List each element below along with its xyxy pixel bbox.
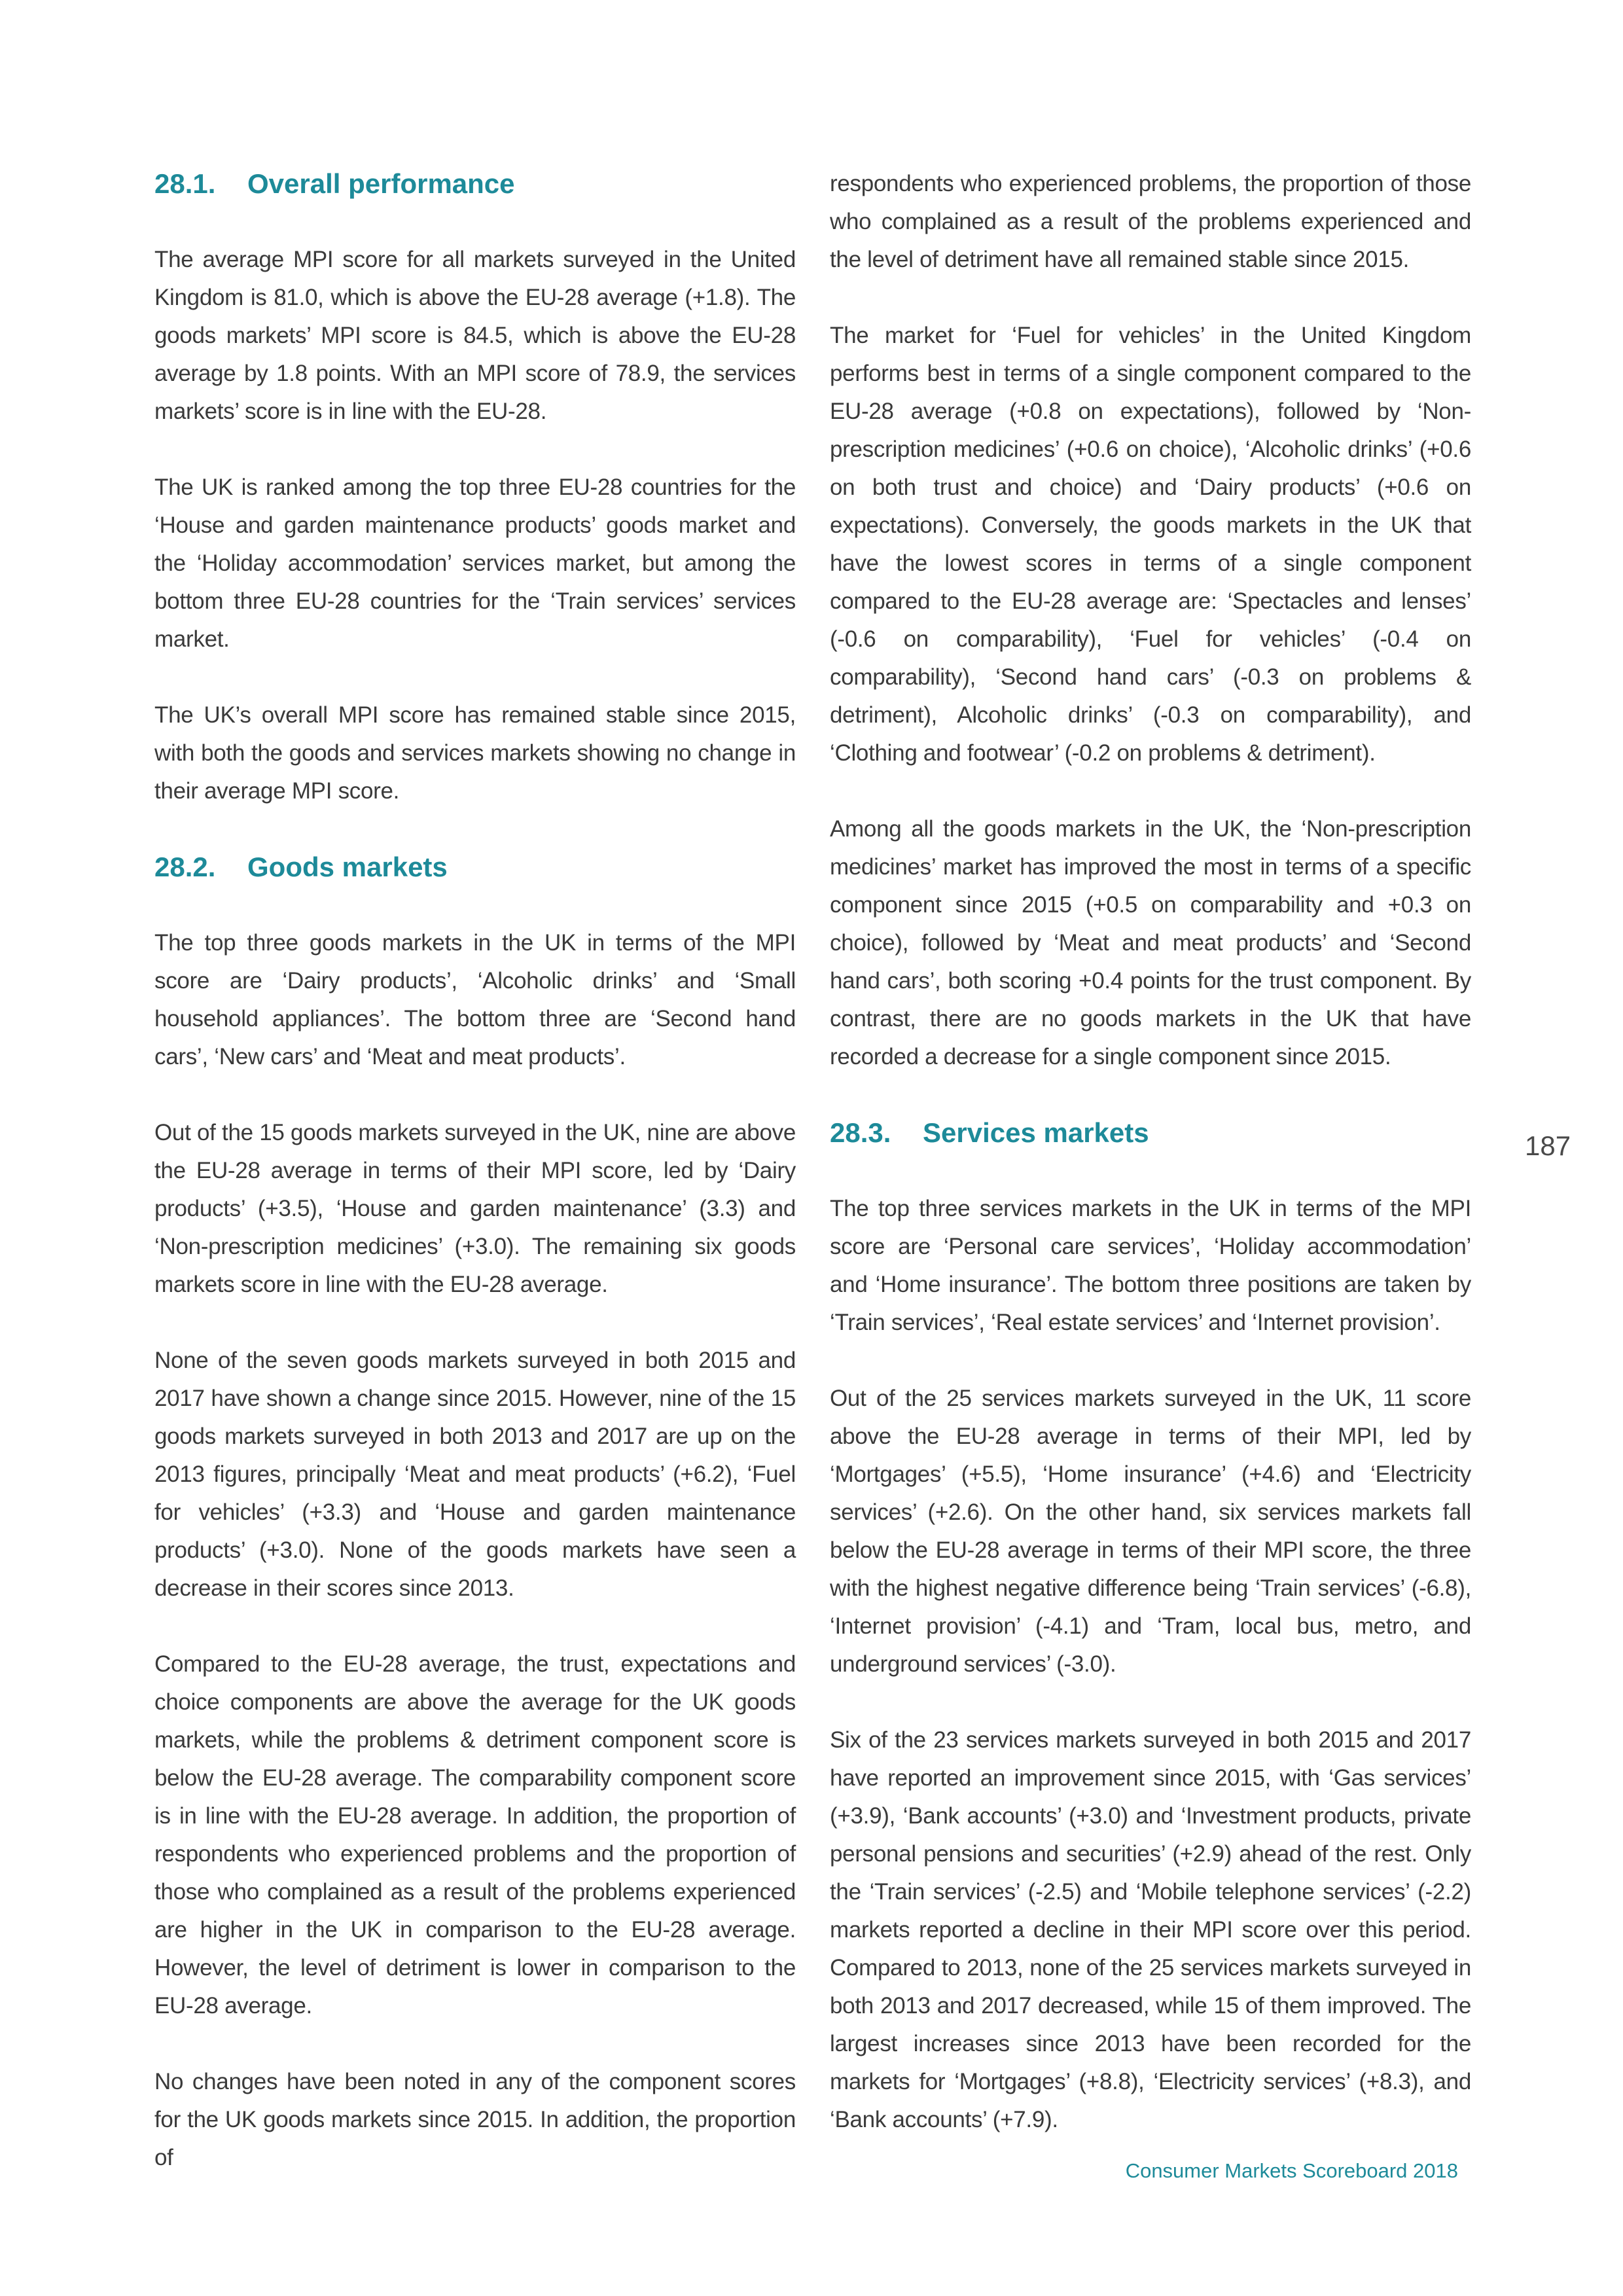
section-number: 28.1. [154,168,216,199]
right-column [830,165,1471,2177]
paragraph: respondents who experienced problems, the proportion of those who complained as a result of the problems experienced and the level of detriment have all remained stable since 2015. [830,171,1471,272]
paragraph: Out of the 15 goods markets surveyed in the UK, nine are above the EU-28 average in terms of their MPI score, led by ‘Dairy products’ (+3.5), ‘House and garden maintenance’ (3.3) and ‘Non-prescription medicines’ (+3.0). The remaining six goods markets score in line with the EU-28 average. [154,1120,796,1297]
section-heading-goods-markets [154,848,796,886]
section-title: Overall performance [247,168,515,199]
paragraph: The average MPI score for all markets surveyed in the United Kingdom is 81.0, which is above the EU-28 average (+1.8). The goods markets’ MPI score is 84.5, which is above the EU-28 average by 1.8 points. With an MPI score of 78.9, the services markets’ score is in line with the EU-28. [154,247,796,424]
paragraph: The top three goods markets in the UK in terms of the MPI score are ‘Dairy products’, ‘Alcoholic drinks’ and ‘Small household appliances’. The bottom three are ‘Second hand cars’, ‘New cars’ and ‘Meat and meat products’. [154,930,796,1069]
footer-publication-title: Consumer Markets Scoreboard 2018 [1125,2159,1458,2182]
paragraph: The UK is ranked among the top three EU-28 countries for the ‘House and garden maintenance products’ goods market and the ‘Holiday accommodation’ services market, but among the bottom three EU-28 countries for the ‘Train services’ services market. [154,475,796,652]
left-column [154,165,796,2215]
page-number: 187 [1525,1130,1571,1161]
paragraph: The market for ‘Fuel for vehicles’ in the United Kingdom performs best in terms of a single component compared to the EU-28 average (+0.8 on expectations), followed by ‘Non-prescription medicines’ (+0.6 on choice), ‘Alcoholic drinks’ (+0.6 on both trust and choice) and ‘Dairy products’ (+0.6 on expectations). Conversely, the goods markets in the UK that have the lowest scores in terms of a single component compared to the EU-28 average are: ‘Spectacles and lenses’ (-0.6 on comparability), ‘Fuel for vehicles’ (-0.4 on comparability), ‘Second hand cars’ (-0.3 on problems & detriment), Alcoholic drinks’ (-0.3 on comparability), and ‘Clothing and footwear’ (-0.2 on problems & detriment). [830,323,1471,766]
section-number: 28.3. [830,1117,891,1148]
section-heading-overall-performance [154,165,796,203]
paragraph: None of the seven goods markets surveyed in both 2015 and 2017 have shown a change since 2015. However, nine of the 15 goods markets surveyed in both 2013 and 2017 are up on the 2013 figures, principally ‘Meat and meat products’ (+6.2), ‘Fuel for vehicles’ (+3.3) and ‘House and garden maintenance products’ (+3.0). None of the goods markets have seen a decrease in their scores since 2013. [154,1348,796,1601]
section-title: Services markets [923,1117,1149,1148]
paragraph: Six of the 23 services markets surveyed in both 2015 and 2017 have reported an improvement since 2015, with ‘Gas services’ (+3.9), ‘Bank accounts’ (+3.0) and ‘Investment products, private personal pensions and securities’ (+2.9) ahead of the rest. Only the ‘Train services’ (-2.5) and ‘Mobile telephone services’ (-2.2) markets reported a decline in their MPI score over this period. Compared to 2013, none of the 25 services markets surveyed in both 2013 and 2017 decreased, while 15 of them improved. The largest increases since 2013 have been recorded for the markets for ‘Mortgages’ (+8.8), ‘Electricity services’ (+8.3), and ‘Bank accounts’ (+7.9). [830,1727,1471,2132]
paragraph: No changes have been noted in any of the component scores for the UK goods markets since 2015. In addition, the proportion of [154,2069,796,2170]
paragraph: The top three services markets in the UK in terms of the MPI score are ‘Personal care services’, ‘Holiday accommodation’ and ‘Home insurance’. The bottom three positions are taken by ‘Train services’, ‘Real estate services’ and ‘Internet provision’. [830,1196,1471,1335]
section-heading-services-markets [830,1114,1471,1152]
paragraph: Compared to the EU-28 average, the trust, expectations and choice components are above the average for the UK goods markets, while the problems & detriment component score is below the EU-28 average. The comparability component score is in line with the EU-28 average. In addition, the proportion of respondents who experienced problems and the proportion of those who complained as a result of the problems experienced are higher in the UK in comparison to the EU-28 average. However, the level of detriment is lower in comparison to the EU-28 average. [154,1651,796,2018]
section-title: Goods markets [247,852,448,882]
section-number: 28.2. [154,852,216,882]
paragraph: Among all the goods markets in the UK, the ‘Non-prescription medicines’ market has improved the most in terms of a specific component since 2015 (+0.5 on comparability and +0.3 on choice), followed by ‘Meat and meat products’ and ‘Second hand cars’, both scoring +0.4 points for the trust component. By contrast, there are no goods markets in the UK that have recorded a decrease for a single component since 2015. [830,816,1471,1069]
paragraph: Out of the 25 services markets surveyed in the UK, 11 score above the EU-28 average in terms of their MPI, led by ‘Mortgages’ (+5.5), ‘Home insurance’ (+4.6) and ‘Electricity services’ (+2.6). On the other hand, six services markets fall below the EU-28 average in terms of their MPI score, the three with the highest negative difference being ‘Train services’ (-6.8), ‘Internet provision’ (-4.1) and ‘Tram, local bus, metro, and underground services’ (-3.0). [830,1386,1471,1677]
paragraph: The UK’s overall MPI score has remained stable since 2015, with both the goods and services markets showing no change in their average MPI score. [154,702,796,804]
